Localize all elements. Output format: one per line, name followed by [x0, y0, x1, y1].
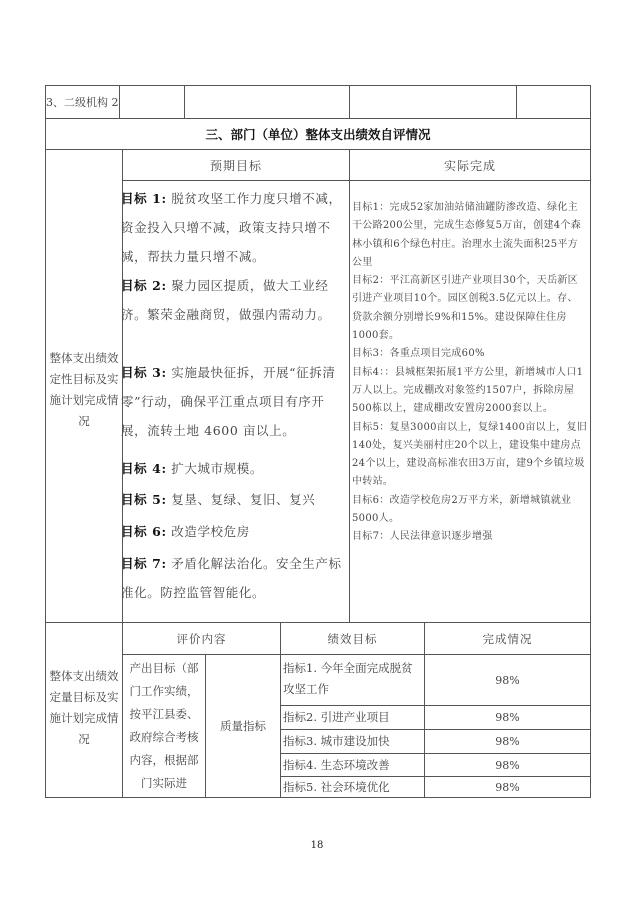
goal-text: 复垦、复绿、复旧、复兴 — [171, 492, 316, 507]
goal-text: 扩大城市规模。 — [171, 461, 263, 476]
expected-goal-1 — [121, 184, 347, 271]
indicator-status-4: 98% — [495, 758, 520, 772]
indicator-target-4: 指标4. 生态环境改善 — [283, 758, 390, 772]
org-level2-label: 3、二级机构 2 — [46, 96, 119, 109]
actual-item-7: 目标7：人民法律意识逐步增强 — [352, 531, 493, 543]
goal-label: 目标 4: — [121, 461, 167, 476]
expected-goal-2 — [121, 271, 347, 329]
indicator-target-3: 指标3. 城市建设加快 — [283, 734, 390, 748]
page-number: 18 — [310, 839, 324, 851]
quantitative-row-label: 整体支出绩效定量目标及实施计划完成情况 — [49, 669, 119, 746]
goal-label: 目标 2: — [121, 278, 167, 293]
expected-goal-5 — [121, 485, 347, 514]
goal-label: 目标 6: — [121, 524, 167, 539]
indicator-status-3: 98% — [495, 735, 520, 748]
goal-label: 目标 5: — [121, 492, 167, 507]
header-eval-content: 评价内容 — [176, 631, 227, 646]
goal-text: 脱贫攻坚工作力度只增不减，资金投入只增不减，政策支持只增不减，帮扶力量只增不减。 — [121, 191, 342, 264]
expected-goal-3 — [121, 358, 347, 445]
indicator-status-2: 98% — [495, 711, 520, 724]
goal-label: 目标 1: — [121, 191, 167, 206]
actual-completion-header: 实际完成 — [443, 158, 496, 173]
indicator-status-1: 98% — [495, 673, 520, 687]
qualitative-row-label: 整体支出绩效定性目标及实施计划完成情况 — [49, 351, 119, 428]
indicator-target-5: 指标5. 社会环境优化 — [283, 780, 390, 794]
section-title: 三、部门（单位）整体支出绩效自评情况 — [205, 127, 431, 142]
indicator-status-5: 98% — [495, 780, 520, 794]
indicator-type: 质量指标 — [220, 719, 266, 733]
actual-item-6: 目标6：改造学校危房2万平方米，新增城镇就业5000人。 — [352, 494, 572, 525]
actual-completion-list — [352, 199, 588, 547]
actual-item-4: 目标4：：县城框架拓展1平方公里，新增城市人口1万人以上。完成棚改对象签约1507户，拆除房屋500栋以上，建成棚改安置房2000套以上。 — [352, 366, 584, 415]
expected-goal-6 — [121, 517, 347, 546]
expected-goals-header: 预期目标 — [209, 158, 262, 173]
output-goal-description: 产出目标（部门工作实绩，按平江县委、政府综合考核内容，根据部门实际进 — [129, 661, 199, 790]
actual-item-3: 目标3：各重点项目完成60% — [352, 348, 485, 360]
goal-text: 改造学校危房 — [171, 524, 250, 539]
actual-item-2: 目标2：平江高新区引进产业项目30个，天岳新区引进产业项目10个。园区创税3.5亿元以上。存、贷款余额分别增长9%和15%。建设保障住住房1000套。 — [352, 275, 578, 342]
goal-label: 目标 3: — [121, 365, 167, 380]
expected-goal-7 — [121, 549, 347, 607]
goal-text: 聚力园区提质，做大工业经济。繁荣金融商贸，做强内需动力。 — [121, 278, 331, 322]
header-performance-target: 绩效目标 — [327, 631, 378, 646]
header-completion-status: 完成情况 — [482, 631, 533, 646]
goal-text: 矛盾化解法治化。安全生产标准化。防控监管智能化。 — [121, 556, 342, 600]
indicator-target-1: 指标1. 今年全面完成脱贫攻坚工作 — [283, 661, 413, 696]
goal-label: 目标 7: — [121, 556, 167, 571]
actual-item-1: 目标1：完成52家加油站储油罐防渗改造、绿化主干公路200公里，完成生态修复5万亩，创建4个森林小镇和6个绿色村庄。治理水土流失面积25平方公里 — [352, 202, 582, 268]
goal-text: 实施最快征拆，开展“征拆清零”行动，确保平江重点项目有序开展，流转土地 4600 亩以上。 — [121, 365, 336, 438]
actual-item-5: 目标5：复垦3000亩以上，复绿1400亩以上，复旧140处，复兴美丽村庄20个以上，建设集中建房点24个以上，建设高标准农田3万亩，建9个乡镇垃圾中转站。 — [352, 421, 588, 488]
expected-goal-4 — [121, 454, 347, 483]
indicator-target-2: 指标2. 引进产业项目 — [283, 710, 390, 724]
